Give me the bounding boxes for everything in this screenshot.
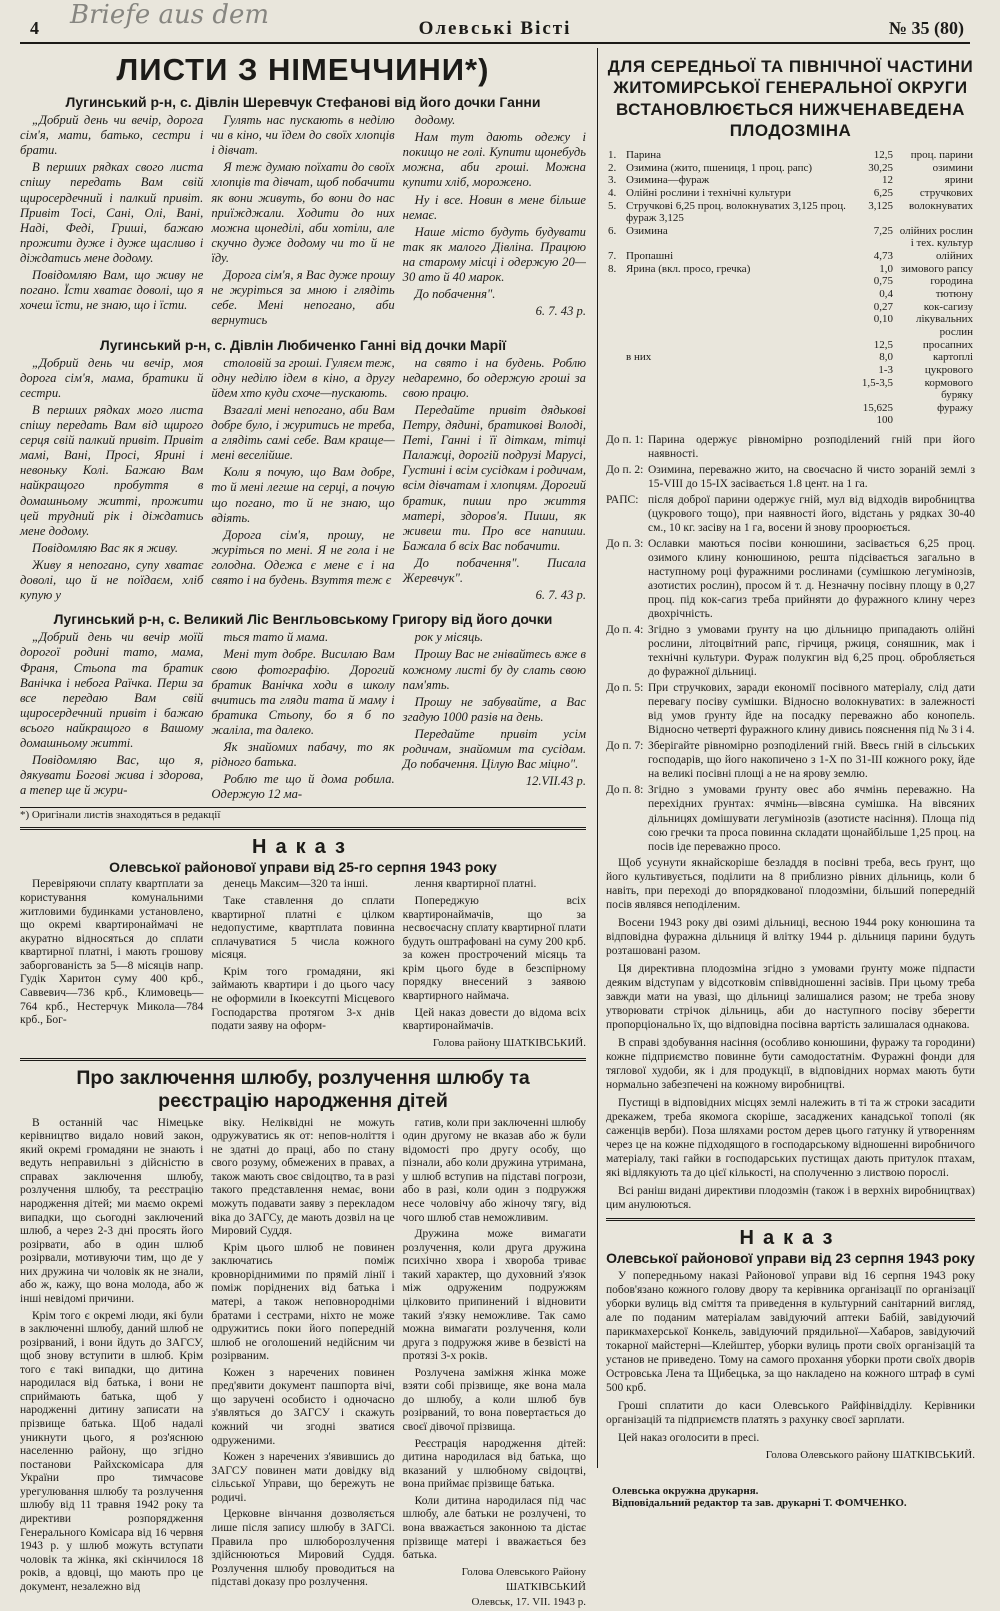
crop-value: 3,125 — [868, 199, 893, 212]
letter-3-col-1 — [20, 630, 203, 804]
letter-2-col-2 — [211, 356, 394, 606]
crop-value: 1-3 — [878, 363, 893, 376]
crop-unit: зимового рапсу — [900, 262, 973, 275]
letter-3-col-3 — [403, 630, 586, 804]
crop-name: Озимина (жито, пшениця, 1 проц. рапс) — [626, 161, 813, 174]
paragraph: Передайте привіт дядькові Петру, дядині, братикові Володі, Петі, Ганні і її діткам, тітці Палажці, дорогій подрузі Марусі, Густині і всім сусідкам і родичам, всім дівчатам і хлопцям. Дорогий братик, пиши про життя матері, здоров'я. Пиши, як живеш ти. Про все напиши. Бажала б всіх Вас побачити. — [402, 402, 586, 553]
paragraph: віку. Неліквідні не можуть одружуватись як от: непов-ноліття і не здатні до праці, або по стану свого розуму, обмежених в правах, а також мають своє свідоцтво, та в разі такого представлення немає, вони можуть подавати заяву з перекладом віка до ЗАГСу, де мають дозвіл на це Мировий Суддя. — [211, 1116, 395, 1238]
crop-value: 12,5 — [873, 149, 893, 161]
order-1-signature: Голова району ШАТКІВСЬКИЙ. — [432, 1036, 586, 1049]
crop-unit: проц. парини — [910, 149, 973, 161]
paragraph: Як знайомих пабачу, то як рідного батька. — [211, 740, 395, 770]
crop-notes — [606, 433, 975, 853]
paragraph: лення квартирної платні. — [414, 878, 537, 891]
crop-row — [606, 275, 975, 288]
crop-unit: кок-сагизу — [923, 300, 973, 313]
left-column — [20, 48, 586, 1608]
crop-row — [606, 225, 975, 250]
crop-note-text: Зберігайте рівномірно розподілений гній. Ввесь гній в сільських господарів, що його накопичено з 1-X по 31-III кожного року, йде на великі посівні площі а не на ярову землю. — [648, 740, 975, 781]
crop-note-text: Згідно з умовами ґрунту овес або ячмінь переважно. На перехідних ґрунтах: ячмінь—вівсяна сумішка. На вівсяних дільницях домішувати легумінозів (азотисте насіння). Площа під сою гречки та проса повинна складати щонайбільше 1,25 проц. на посів іде переважно просо. — [648, 784, 975, 853]
crop-name: Пропашні — [626, 250, 674, 263]
letter-2-body — [20, 356, 586, 606]
crop-name — [624, 313, 849, 338]
paragraph: Я теж думаю поїхати до своїх хлопців та дівчат, щоб побачити як вони живуть, бо вони до нас приїжджали. Ходити до них можна щонеділі, аби хотіли, але скучно дуже додому чи то й не їду. — [211, 160, 395, 265]
crop-row — [606, 364, 975, 377]
paragraph: „Добрий день чи вечір, дорога сім'я, мати, батько, сестри і брати. — [20, 113, 204, 158]
crop-note — [606, 433, 975, 461]
paragraph: Дорога сім'я, прошу, не журіться по мені. Я не гола і не голодна. Одежа є мене є і на свято і на будень. Взуття теж є — [211, 527, 395, 588]
paragraph: рок у місяць. — [414, 630, 484, 645]
crop-number — [606, 377, 624, 402]
crop-number — [606, 414, 624, 427]
crop-note-text: Згідно з умовами ґрунту на цю дільницю припадають олійні рослини, літоцвітний рапс, гірчиця, ржиця, соняшник, мак і технічні культури. Фураж полукгин від 6,25 проц. обробляється до фуражної дільниці. — [648, 624, 975, 679]
crop-note-label: До п. 2: — [606, 464, 644, 477]
crop-number: 7. — [608, 250, 617, 263]
crop-note — [606, 783, 975, 853]
paragraph: гатив, коли при заключенні шлюбу один другому не вказав або ж були відомості про другу особу, що пізнали, або коли дружина утримана, у шлюб вступив на підставі погрози, або в разі, коли один з подружжя несе чоловічу або жіночу тягу, від чого шлюб став неможливим. — [402, 1116, 586, 1224]
crop-row — [606, 288, 975, 301]
paragraph: Дружина може вимагати розлучення, коли друга дружина психічно хвора і хвороба триває такий характер, що духовний з'язок між одруженим подружжям цілковито припинений і відновити такий з'язку неможливе. Так само можна вимагати розлучення, коли друга з подружжя живе в безвісті на протязі 3-х років. — [402, 1228, 586, 1363]
crop-number: 6. — [608, 224, 617, 237]
crop-number: 8. — [608, 262, 617, 275]
letter-3-body — [20, 630, 586, 804]
paragraph: До побачення". Писала Жеревчук". — [402, 555, 586, 586]
marriage-place-date: Олевськ, 17. VII. 1943 р. — [471, 1595, 586, 1608]
crop-row — [606, 301, 975, 314]
crop-value: 12 — [882, 174, 893, 187]
crop-note-label: До п. 4: — [606, 624, 644, 637]
crop-unit: просапних — [922, 338, 973, 351]
crop-name: фураж 3,125 — [626, 212, 684, 225]
crop-row — [606, 212, 975, 225]
letters-footnote: *) Оригінали листів знаходяться в редакції — [20, 807, 586, 821]
letter-2-col-3 — [403, 356, 586, 606]
crop-value: 0,4 — [879, 288, 893, 301]
paragraph: Крім того громадяни, які займають квартири і до цього часу не оформили в Ікоексутпі Місцевого Господарства протягом 3-х днів подати заяву на оформ- — [211, 965, 395, 1033]
order-2-title: Наказ — [739, 1226, 842, 1249]
paragraph: Коли дитина народилася під час шлюбу, але батьки не розлучені, то вона вважається законною та дістає прізвище матері і вважається без батька. — [402, 1494, 586, 1562]
crop-value: 30,25 — [868, 161, 893, 174]
crop-row — [606, 162, 975, 175]
crop-unit: стручкових — [919, 186, 973, 199]
paragraph: Мені тут добре. Висилаю Вам свою фотографію. Дорогий братик Ванічка ходи в школу вчитись та гляди тата й маму і братика Стьопу, бо я б по жаліла, та далеко. — [211, 647, 395, 737]
crop-unit — [895, 212, 975, 225]
crop-unit: лікувальних рослин — [915, 313, 973, 338]
paragraph: ться тато й мама. — [223, 630, 329, 645]
crop-paragraphs — [606, 856, 975, 1212]
crop-value: 4,73 — [873, 250, 893, 263]
crop-name: Озимина—фураж — [626, 174, 710, 187]
marriage-article-body — [20, 1117, 586, 1611]
crop-name: Парина — [626, 149, 661, 161]
paragraph: В останній час Німецьке керівництво видало новий закон, який окремі громадяни не знають і ведуть неправильні з дійсністю в справах заключення шлюбу, розлучення шлюбу, та реєстрацію народження дітей; ми маємо окремі випадки, що сьогодні заключений шлюб, а через 2-3 дні просять його розірвати, або в один шлюб розірвали, мотивуючи тим, що де у них дружина чи чоловік як не знали, або ж, кажу, що вона молода, або ж інші невідомі причини. — [20, 1116, 204, 1305]
paragraph: Восени 1943 року дві озимі дільниці, весною 1944 року конюшина та відповідна фуражна дільниця й влітку 1944 р. дільниця парини будуть розташовані разом. — [606, 916, 975, 957]
crop-number — [606, 313, 624, 338]
crop-number — [606, 275, 624, 288]
crop-unit: озимини — [932, 161, 973, 174]
marriage-article-title: Про заключення шлюбу, розлучення шлюбу та реєстрацію народження дітей — [76, 1066, 530, 1112]
crop-row — [606, 414, 975, 427]
crop-note-text: Парина одержує рівномірно розподілений гній при його наявності. — [648, 434, 975, 461]
crop-note — [606, 537, 975, 621]
crop-name — [624, 377, 849, 402]
crop-name: Озимина — [626, 224, 668, 237]
crop-number — [606, 288, 624, 301]
paragraph: Крім цього шлюб не повинен заключатись поміж кровноріднимими по прямій лінії і поміж поріднених від батька і матері, а також неповнородніми братами і сестрами, ніхто не може одружитись поки його попередній шлюб не оголошений недійсним чи розірваним. — [211, 1241, 395, 1363]
imprint-printer: Олевська окружна друкарня. — [612, 1485, 759, 1498]
paper-name: Олевські Вісті — [418, 18, 572, 39]
order-2-subtitle: Олевської районової управи від 23 серпня 1943 року — [606, 1249, 975, 1266]
letter-2-heading: Лугинський р-н, с. Дівлін Любиченко Ганні від дочки Марії — [99, 336, 507, 353]
crop-unit: кормового буряку — [924, 376, 973, 402]
crop-unit: картоплі — [932, 351, 973, 364]
imprint — [606, 1485, 975, 1509]
paragraph: „Добрий день чи вечір моїй дорогої родині тато, мама, Франя, Стьопа та братик Ванічка і небога Раїчка. Перш за все передаю Вам свій щиросердечний привіт і бажаю всього найкращого в Вашому домашньому житті. — [20, 630, 204, 751]
section-divider — [20, 827, 586, 830]
crop-note-label: До п. 7: — [606, 740, 644, 753]
letter-3-date: 12.VII.43 р. — [525, 774, 586, 789]
paragraph: Гроші сплатити до каси Олевського Райфінвідділу. Керівники організацій та підприємств платять з рахунку своєї зарплати. — [606, 1400, 975, 1427]
crop-row — [606, 187, 975, 200]
paragraph: Крім того є окремі люди, які були в заключенні шлюбу, даний шлюб не розірваний, і вони йдуть до ЗАГСУ, щоб знову вступити в шлюб. Крім того є такі випадки, що дитина народилася від батька, і вони не сприймають батька, щоб у народженні дитину записати на прізвище батька. Щоб надалі уникнути цього, я роз'яснюю населенню району, що згідно постанови Райхскомісара для України про тимчасове урегулювання шлюбу та розлучення шлюбу від 11 травня 1942 року та директиви розпорядження Генерального Комісара від 16 червня 1943 р. у шлюб можуть вступати чоловік та жінка, які скінчилося 18 років, а вдовці, що мають про це документ, незалежно від — [20, 1309, 204, 1593]
crop-row — [606, 174, 975, 187]
handwritten-note: Briefe aus dem — [70, 0, 270, 30]
crop-name: в них — [626, 351, 652, 364]
crop-name — [624, 364, 849, 377]
crop-value: 0,75 — [873, 275, 893, 288]
paragraph: Повідомляю Вас як я живу. — [32, 540, 179, 555]
crop-note — [606, 681, 975, 737]
crop-name: Ярина (вкл. просо, гречка) — [626, 262, 751, 275]
crop-row — [606, 200, 975, 213]
paragraph: додому. — [414, 113, 456, 127]
paragraph: Коли я почую, що Вам добре, то й мені легше на серці, а почую що погано, то й не знаю, що вдіять. — [211, 465, 395, 525]
letter-1-col-3 — [403, 113, 586, 331]
paragraph: на свято і на будень. Роблю недаремно, бо одержую гроші за свою працю. — [402, 355, 586, 400]
paragraph: Повідомляю Вас, що я, дякувати Богові жива і здорова, а тепер ще й жури- — [20, 753, 204, 798]
crop-note — [606, 739, 975, 781]
crop-number — [606, 339, 624, 352]
crop-name — [624, 275, 849, 288]
crop-unit: городина — [930, 275, 973, 288]
paragraph: Кожен з наречених з'явившись до ЗАГСУ повинен мати довідку від сільської Управи, що бережуть не родичі. — [211, 1451, 395, 1504]
paragraph: Передайте привіт усім родичам, знайомим та сусідам. До побачення. Цілую Вас міцно". — [402, 726, 586, 772]
crop-number — [606, 301, 624, 314]
paragraph: Наше місто будуть будувати так як малого Дівліна. Працюю на старому місці і одержую 20—30 ато й 40 марок. — [402, 224, 586, 285]
order-1-col-3 — [403, 878, 586, 1051]
crop-unit: фуражу — [937, 401, 973, 414]
right-column — [597, 48, 975, 1510]
order-1-col-2 — [211, 878, 394, 1051]
section-divider — [20, 1058, 586, 1061]
crop-unit: ярини — [944, 174, 973, 187]
crop-name — [624, 339, 849, 352]
paragraph: Ця директивна плодозміна згідно з умовами ґрунту може підпасти деяким відступам у відсотковім співвідношенні засівів. При цьому треба завжди мати на увазі, що дільниці залишалися разом; не треба знову утворювати стрічок дільниць, аби до наступного посіву зберегти пропорціонально їх, що відповідна посівна вартість залишалася однакова. — [606, 962, 975, 1031]
crop-unit: волокнуватих — [908, 199, 973, 212]
crop-note-text: Ославки маються посіви конюшини, засівається 6,25 проц. озимого клину конюшиною, решта підсівається загально в наступному році фуражними рослинами (сумішкою легумінозів, азотистих рослин), просом й т. д. Незначну посівну площу в 0,27 проц. під кок-сагиз треба прийняти до фуражного клину через двохрічність. — [648, 538, 975, 621]
crop-number: 4. — [608, 186, 617, 199]
crop-note — [606, 463, 975, 491]
section-divider — [606, 1218, 975, 1221]
crop-unit: тютюну — [935, 288, 973, 301]
paragraph: У попередньому наказі Районової управи від 16 серпня 1943 року побов'язано кожного голову двору та керівника організації по організації уборки вулиць від сміття та приведення в культурний санітарний вигляд, але по поданим матеріалам завідуючий аптеки Бабій, завідуючий парикмахерської Конкель, завідуючий прядильної—Хабаров, завідуючий токарної майстерні—Клейштер, уборки вулиць проти своїх організацій та установ не приведено. Тому на самого прохання уборки проти своїх дворів Островська Лена та Щибецька, за що накладено на кожного штраф в сумі 500 крб. — [606, 1269, 975, 1395]
crop-note-text: після доброї парини одержує гній, мул від відходів виробництва (цукрового тощо), при наявності його, відстань у рядках 30-40 см., 10 кг. засіву на 1 га, восени й знову проорюється. — [648, 494, 975, 535]
crop-number — [606, 351, 624, 364]
crop-value: 1,0 — [879, 262, 893, 275]
crop-name — [624, 288, 849, 301]
paragraph: Дорога сім'я, я Вас дуже прошу не журіться за мною і глядіть себе. Мені непогано, аби вернутись — [211, 268, 395, 328]
paragraph: Реєстрація народження дітей: дитина народилася від батька, що вказаний у шлюбному свідоцтві, вона приймає прізвище батька. — [402, 1437, 586, 1491]
crop-value: 0,10 — [873, 313, 893, 326]
crop-row — [606, 351, 975, 364]
crop-name — [624, 301, 849, 314]
paragraph: В справі здобування насіння (особливо конюшини, фуражу та городини) кожне підприємство повинне бути самодостатнім. Фуражні фонди для тяглової худоби, як і для продукції, в відповідних нормах мають бути нормально забезпечені на кожному виробництві. — [606, 1036, 975, 1091]
paragraph: Щоб усунути якнайскоріше безладдя в посівні треба, весь ґрунт, що його культивується, подiлити на 8 приблизно рівних дільниць, коли б навіть, при переході до впорядкованої плодозміни, більший попередній посів являвся неподіленим. — [606, 856, 975, 911]
letter-3-heading: Лугинський р-н, с. Великий Ліс Венгльовському Григору від його дочки — [53, 611, 553, 628]
letter-2-date: 6. 7. 43 р. — [535, 588, 586, 603]
paragraph: „Добрий день чи вечір, моя дорога сім'я, мама, братики й сестри. — [20, 355, 204, 400]
paragraph: Цей наказ довести до відома всіх квартиронаймачів. — [402, 1006, 586, 1033]
crop-unit: цукрового — [924, 363, 973, 376]
crop-note-label: РАПС: — [606, 494, 639, 507]
crop-unit: олійних рослин і тех. культур — [899, 224, 973, 250]
crop-unit — [895, 414, 975, 427]
crop-note-text: Озимина, переважно жито, на своєчасно й чисто зораній землі з 15-VIII до 15-IX засівається 1.8 цент. на 1 га. — [648, 464, 975, 491]
letter-1-heading: Лугинський р-н, с. Дівлін Шеревчук Стефанові від його дочки Ганни — [65, 94, 541, 110]
crop-name — [624, 402, 849, 415]
letter-1-date: 6. 7. 43 р. — [535, 304, 586, 319]
paragraph: Кожен з наречених повинен пред'явити документ пашпорта вічі, що заручені особисто і одночасно з'являться до ЗАГСУ і скажуть кожний чи згодні зватися одруженими. — [211, 1366, 395, 1447]
marriage-col-3 — [403, 1117, 586, 1611]
crop-row — [606, 149, 975, 162]
crop-row — [606, 250, 975, 263]
paragraph: Роблю те що й дома робила. Одержую 12 ма- — [211, 772, 395, 802]
crop-row — [606, 377, 975, 402]
paragraph: Прошу Вас не гнівайтесь вже в кожному листі бу ду слать свою пам'ять. — [402, 647, 586, 692]
paragraph: денець Максим—320 та інші. — [223, 878, 369, 891]
paragraph: Прошу не забувайте, а Вас згадую 1000 разів на день. — [402, 694, 586, 724]
marriage-col-1 — [20, 1117, 203, 1611]
letter-1-body — [20, 113, 586, 331]
crop-row — [606, 263, 975, 276]
paragraph: До побачення". — [414, 287, 496, 302]
order-1-title: Наказ — [252, 836, 354, 859]
marriage-signature-role: Голова Олевського Району — [461, 1565, 586, 1578]
crop-note-text: При стручкових, заради економії посівного матеріалу, слід дати перевагу посіву сумішки. Відносно волокнуватих: в залежності від умов ґрунту йде на посадку переважно або конопель. Відносно четверті фуражного клину дивись пояснення під № 3 і 4. — [648, 682, 975, 737]
crop-value: 7,25 — [873, 224, 893, 237]
paragraph: Розлучена заміжня жінка може взяти собі прізвище, яке вона мала до шлюбу, а коли шлюб був розірваний, то вона повертається до своєї дівочої прізвища. — [402, 1366, 586, 1434]
paragraph: Пустищі в відповідних місцях землі належить в ті та ж строки засадити дрекажем, треба якомога скоріше, засаджених канадської тополі (як саженців верби). Поза шляхами ростом дерев цього гатунку й утворенням через це на кожне підходящого в господарському відношенні виробничого матеріалу, такі гайки в господарських пустищах дають притулок птахам, які відлякують та до цієї кількості, на сполученню з листвою порослі. — [606, 1096, 975, 1179]
paragraph: столовій за гроші. Гуляєм теж, одну неділю ідем в кіно, а другу йдем хто куди схоче—пускають. — [211, 355, 395, 400]
crop-value: 8,0 — [879, 351, 893, 364]
crop-note-label: До п. 8: — [606, 784, 644, 797]
crop-name: Олійні рослини і технічні культури — [626, 186, 791, 199]
paragraph: Нам тут дають одежу і покищо не голі. Купити щонебудь можна, аби гроші. Можна купити хліб, морожено. — [402, 130, 586, 190]
crop-row — [606, 402, 975, 415]
paragraph: В перших рядках свого листа спішу передать Вам свій щиросердечний і палкий привіт. Привіт Тосі, Сані, Олі, Вані, Наді, Феді, Гриші, бажаю прожити дуже і дуже щасливо і діждатись мене додому. — [20, 160, 204, 265]
crop-number — [606, 212, 624, 225]
paragraph: В перших рядках мого листа спішу передать Вам від щирого серця свій палкий привіт. Привіт мамі, Вані, Просі, Ярині і невоньку Колі. Бажаю Вам найкращого пробуття в домашньому житті, прожити цей трудний рік і діждатись мене додому. — [20, 402, 204, 538]
paragraph: Перевіряючи сплату квартплати за користування комунальними житловими будинками установлено, що окремі квартиронаймачі не акуратно відносяться до сплати квартирної платні, і мають грошову заборгованість за 5—8 місяців напр. Гудік Харитон суму 400 крб., Саввевич—736 крб., Климовець—764 крб., Нестерчук Микола—784 крб., Бог- — [20, 878, 204, 1027]
crop-name — [624, 414, 849, 427]
crop-value: 1,5-3,5 — [861, 376, 893, 389]
letter-3-col-2 — [211, 630, 394, 804]
crop-number: 2. — [608, 161, 617, 174]
paragraph: Живу я непогано, супу хватає доволі, що й не поїдаєм, хліб купую у — [20, 557, 204, 603]
crop-note-label: До п. 5: — [606, 682, 644, 695]
paragraph: Попереджую всіх квартиронаймачів, що за несвоєчасну сплату квартирної плати будуть оштрафовані на суму 200 крб. за кожен прострочений місяць та крім цього буде в безспірному порядку внесений з заявою квартирного наймача. — [402, 895, 586, 1002]
paragraph: Церковне вінчання дозволяється лише після запису шлюбу в ЗАГСі. Правила про шлюборозлучення здійснюються Мировий Суддя. Розлучення шлюбу проводиться на підставі доказу про розлучення. — [211, 1508, 395, 1589]
paragraph: Цей наказ оголосити в пресі. — [618, 1432, 760, 1445]
paragraph: Повідомляю Вам, що живу не погано. Їсти хватає доволі, що я хочеш їсти, не знаю, що і їсти. — [20, 268, 204, 313]
page-number: 4 — [30, 18, 39, 38]
letter-2-col-1 — [20, 356, 203, 606]
crop-number: 1. — [608, 149, 617, 161]
order-2-signature: Голова Олевського району ШАТКІВСЬКИЙ. — [765, 1449, 975, 1462]
crop-value: 0,27 — [873, 300, 893, 313]
crop-number: 3. — [608, 174, 617, 187]
crop-value: 15,625 — [862, 401, 893, 414]
crop-value: 6,25 — [873, 186, 893, 199]
paragraph: Таке ставлення до сплати квартирної платні є цілком недопустиме, квартплата повинна сплачуватися 5 числа кожного місяця. — [211, 895, 395, 962]
order-1-subtitle: Олевської районової управи від 25-го серпня 1943 року — [109, 859, 497, 876]
crop-number: 5. — [608, 199, 617, 212]
letters-title: ЛИСТИ З НІМЕЧЧИНИ*) — [116, 52, 490, 87]
crop-rotation-title: ДЛЯ СЕРЕДНЬОЇ ТА ПІВНІЧНОЇ ЧАСТИНИ ЖИТОМИРСЬКОЇ ГЕНЕРАЛЬНОЇ ОКРУГИ ВСТАНОВЛЮЄТЬСЯ НИЖЧЕНАВЕДЕНА ПЛОДОЗМІНА — [607, 57, 974, 140]
crop-unit: олійних — [935, 250, 973, 263]
crop-note — [606, 623, 975, 679]
letter-1-col-2 — [211, 113, 394, 331]
letter-1-col-1 — [20, 113, 203, 331]
crop-value: 100 — [876, 414, 893, 427]
paragraph: Всі раніш видані директиви плодозмін (також і в верхніх виробництвах) цим анулюються. — [606, 1184, 975, 1211]
crop-note-label: До п. 1: — [606, 434, 644, 447]
crop-name: Стручкові 6,25 проц. волокнуватих 3,125 проц. — [626, 199, 846, 212]
order-1-body — [20, 878, 586, 1051]
marriage-col-2 — [211, 1117, 394, 1611]
paragraph: Гулять нас пускають в неділю чи в кіно, чи їдем до своїх хлопців і дівчат. — [211, 113, 395, 158]
crop-value: 12,5 — [873, 338, 893, 351]
paragraph: Взагалі мені непогано, аби Вам добре було, і журитись не треба, а глядіть самі себе. Вам краще—мені веселійше. — [211, 402, 395, 463]
crop-row — [606, 339, 975, 352]
crop-row — [606, 313, 975, 338]
order-1-col-1 — [20, 878, 203, 1051]
crop-number — [606, 402, 624, 415]
crop-rotation-table — [606, 149, 975, 427]
crop-note-label: До п. 3: — [606, 538, 644, 551]
imprint-editor: Відповідальний редактор та зав. друкарні Т. ФОМЧЕНКО. — [612, 1497, 907, 1510]
masthead — [20, 14, 970, 44]
marriage-signature-name: ШАТКІВСЬКИЙ — [505, 1580, 586, 1593]
paragraph: Ну і все. Новин в мене більше немає. — [402, 192, 586, 222]
crop-number — [606, 364, 624, 377]
issue-number: № 35 (80) — [888, 18, 964, 38]
crop-value — [849, 212, 895, 225]
crop-note — [606, 493, 975, 535]
